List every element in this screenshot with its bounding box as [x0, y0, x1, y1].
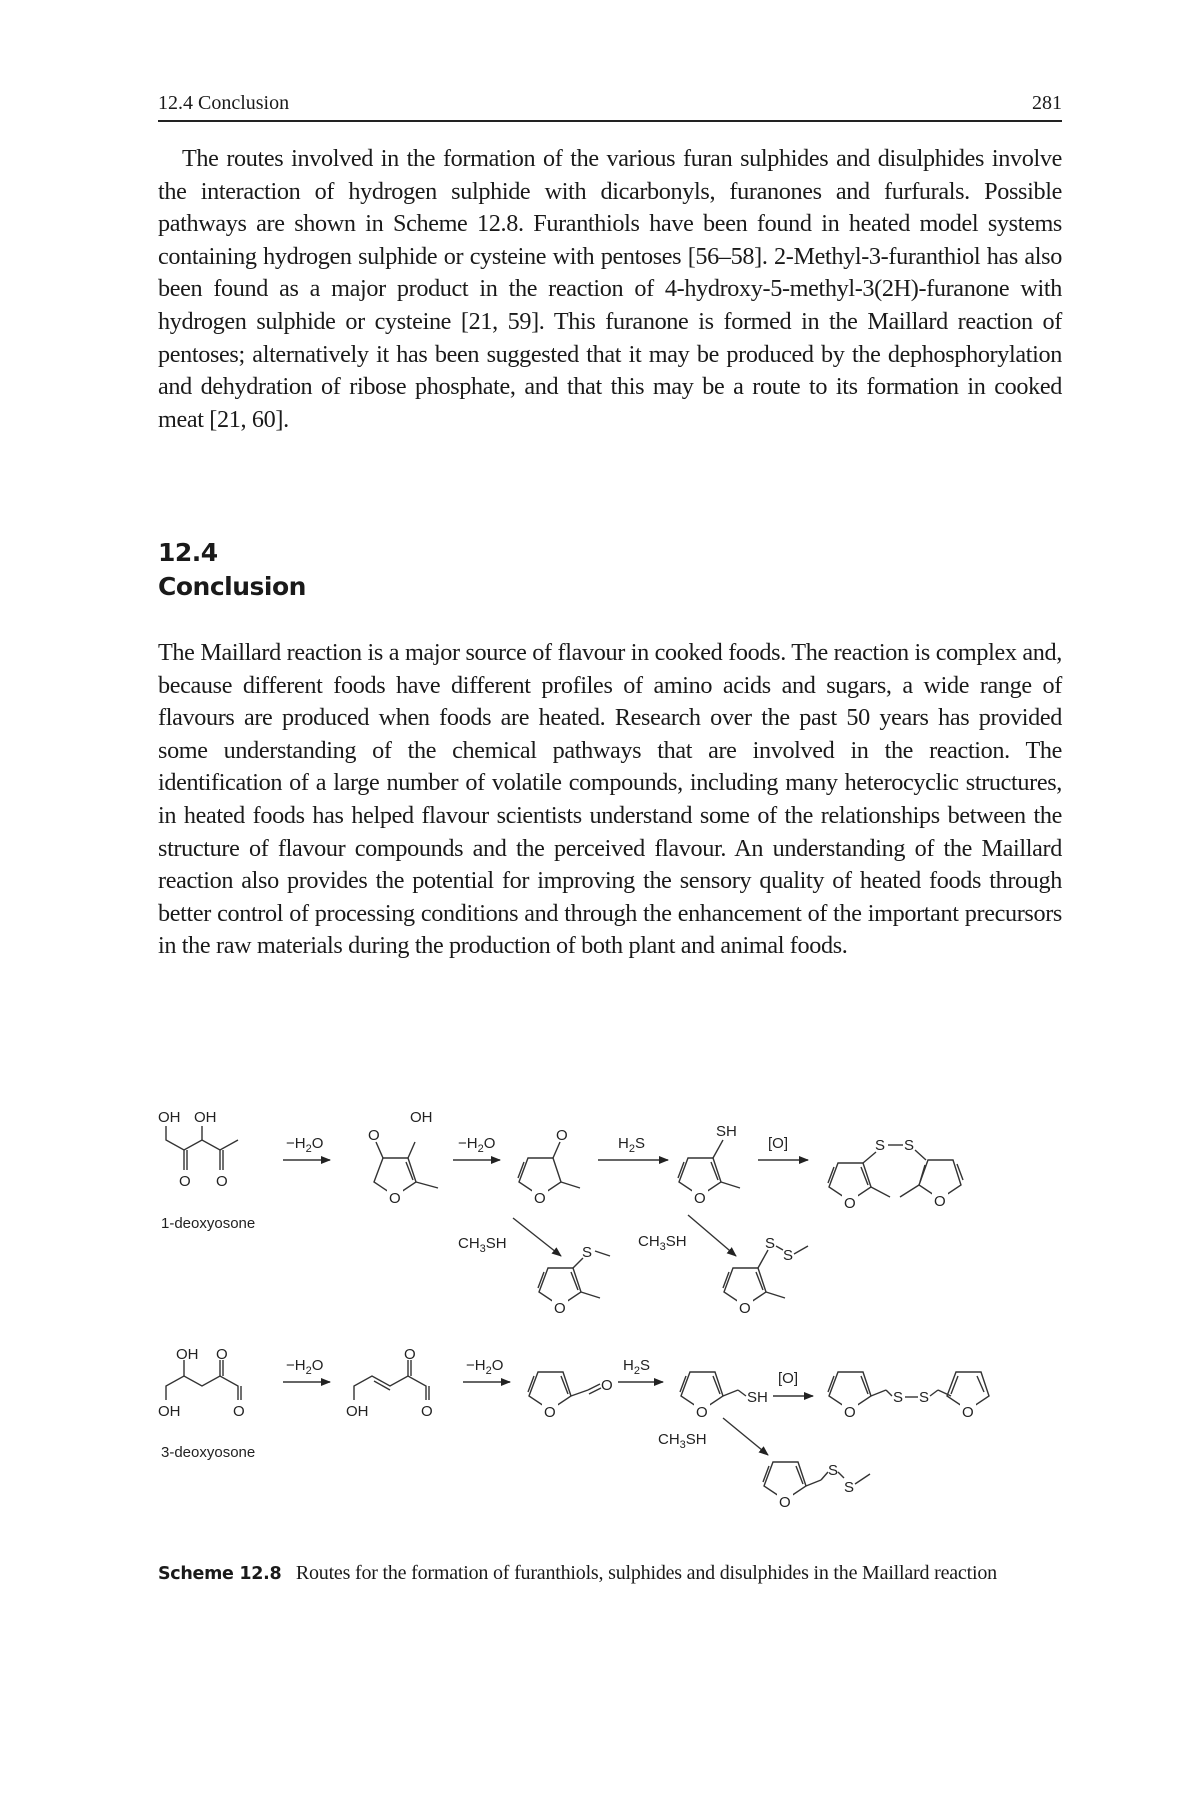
svg-text:CH3SH: $CH_3SH$	[658, 1431, 707, 1451]
molecule-methyl-furanone	[518, 1127, 580, 1207]
paragraph-text: The routes involved in the formation of the various furan sulphides and disulphides involve the interaction of hydrogen sulphide with dicarbonyls, furanones and furfurals. Possible pathways are shown in Scheme 12.8. Furanthiols have been found in heated model systems containing hydrogen sulphide or cysteine with pentoses [56–58]. 2-Methyl-3-furanthiol has also been found as a major product in the reaction of 4-hydroxy-5-methyl-3(2H)-furanone with hydrogen sulphide or cysteine [21, 59]. This furanone is formed in the Maillard reaction of pentoses; alternatively it has been suggested that it may be produced by the dephosphorylation and dehydration of ribose phosphate, and that this may be a route to its formation in cooked meat [21, 60].	[158, 145, 1062, 433]
svg-text:H2S: $H_2S$	[623, 1357, 650, 1377]
svg-text:CH3SH: $CH_3SH$	[458, 1235, 507, 1255]
svg-text:O: O	[216, 1173, 228, 1190]
svg-text:SH: SH	[716, 1123, 737, 1140]
molecule-1-deoxyosone	[158, 1109, 255, 1232]
molecule-3-deoxyosone	[158, 1346, 255, 1461]
svg-text:O: O	[179, 1173, 191, 1190]
svg-text:OH: OH	[346, 1403, 369, 1420]
svg-text:−H2O: $-H_2O$	[286, 1135, 324, 1155]
svg-text:O: O	[696, 1404, 708, 1421]
scheme-caption	[158, 1560, 1062, 1587]
svg-text:O: O	[544, 1404, 556, 1421]
molecule-furfurylthiol	[680, 1372, 768, 1421]
svg-text:CH3SH: $CH_3SH$	[638, 1233, 687, 1253]
molecule-unsaturated-dicarbonyl	[346, 1346, 433, 1420]
svg-text:−H2O: $-H_2O$	[458, 1135, 496, 1155]
section-heading	[158, 536, 306, 604]
molecule-furfuryl-methyl-disulphide	[763, 1462, 870, 1511]
svg-text:O: O	[601, 1377, 613, 1394]
svg-text:O: O	[233, 1403, 245, 1420]
molecule-bis-methylfuryl-disulphide	[828, 1137, 963, 1212]
molecule-methyl-furyl-disulphide	[723, 1235, 808, 1317]
svg-text:O: O	[534, 1190, 546, 1207]
svg-text:H2S: $H_2S$	[618, 1135, 645, 1155]
svg-text:OH: OH	[158, 1403, 181, 1420]
svg-text:S: S	[765, 1235, 776, 1252]
svg-text:OH: OH	[194, 1109, 217, 1126]
page-number: 281	[1032, 92, 1062, 114]
svg-text:S: S	[904, 1137, 915, 1154]
running-head	[158, 90, 1062, 122]
svg-text:O: O	[962, 1404, 974, 1421]
svg-text:3-deoxyosone: 3-deoxyosone	[161, 1444, 256, 1461]
svg-text:S: S	[582, 1244, 593, 1261]
paragraph-text: The Maillard reaction is a major source of flavour in cooked foods. The reaction is complex and, because different foods have different profiles of amino acids and sugars, a wide range of flavours are produced when foods are heated. Research over the past 50 years has provided some understanding of the chemical pathways that are involved in the reaction. The identification of a large number of volatile compounds, including many heterocyclic structures, in heated foods has helped flavour scientists understand some of the relationships between the structure of flavour compounds and the perceived flavour. An understanding of the Maillard reaction also provides the potential for improving the sensory quality of heated foods through better control of processing conditions and through the enhancement of the important precursors in the raw materials during the production of both plant and animal foods.	[158, 639, 1062, 960]
svg-text:1-deoxyosone: 1-deoxyosone	[161, 1215, 256, 1232]
svg-text:[O]: [O]	[768, 1135, 789, 1152]
section-title: Conclusion	[158, 572, 306, 601]
body-paragraph-1	[158, 143, 1062, 436]
molecule-difurfuryl-disulphide	[828, 1372, 989, 1421]
molecule-methyl-furanthiol	[678, 1123, 740, 1207]
svg-text:O: O	[694, 1190, 706, 1207]
svg-text:O: O	[421, 1403, 433, 1420]
svg-text:O: O	[844, 1195, 856, 1212]
svg-text:S: S	[783, 1247, 794, 1264]
caption-text: Routes for the formation of furanthiols, sulphides and disulphides in the Maillard reaction	[295, 1562, 997, 1584]
svg-text:O: O	[554, 1300, 566, 1317]
svg-text:S: S	[893, 1389, 904, 1406]
svg-text:OH: OH	[410, 1109, 433, 1126]
svg-text:S: S	[875, 1137, 886, 1154]
running-head-section: 12.4 Conclusion	[158, 92, 290, 114]
svg-text:O: O	[404, 1346, 416, 1363]
svg-text:O: O	[368, 1127, 380, 1144]
svg-text:OH: OH	[176, 1346, 199, 1363]
svg-text:O: O	[389, 1190, 401, 1207]
body-paragraph-2	[158, 637, 1062, 963]
svg-text:S: S	[919, 1389, 930, 1406]
svg-text:−H2O: $-H_2O$	[286, 1357, 324, 1377]
svg-text:S: S	[828, 1462, 839, 1479]
svg-text:SH: SH	[747, 1389, 768, 1406]
svg-text:S: S	[844, 1479, 855, 1496]
svg-text:−H2O: $-H_2O$	[466, 1357, 504, 1377]
svg-text:O: O	[556, 1127, 568, 1144]
caption-separator	[286, 1562, 291, 1584]
svg-text:[O]: [O]	[778, 1370, 799, 1387]
svg-text:OH: OH	[158, 1109, 181, 1126]
caption-label: Scheme 12.8	[158, 1564, 282, 1584]
section-number: 12.4	[158, 538, 218, 567]
molecule-methylthio-furan	[538, 1244, 610, 1317]
svg-text:O: O	[844, 1404, 856, 1421]
svg-text:O: O	[216, 1346, 228, 1363]
molecule-furfural	[528, 1372, 613, 1421]
svg-text:O: O	[779, 1494, 791, 1511]
reaction-scheme	[158, 1100, 1062, 1520]
molecule-hydroxy-furanone	[368, 1109, 438, 1207]
svg-text:O: O	[739, 1300, 751, 1317]
svg-text:O: O	[934, 1193, 946, 1210]
